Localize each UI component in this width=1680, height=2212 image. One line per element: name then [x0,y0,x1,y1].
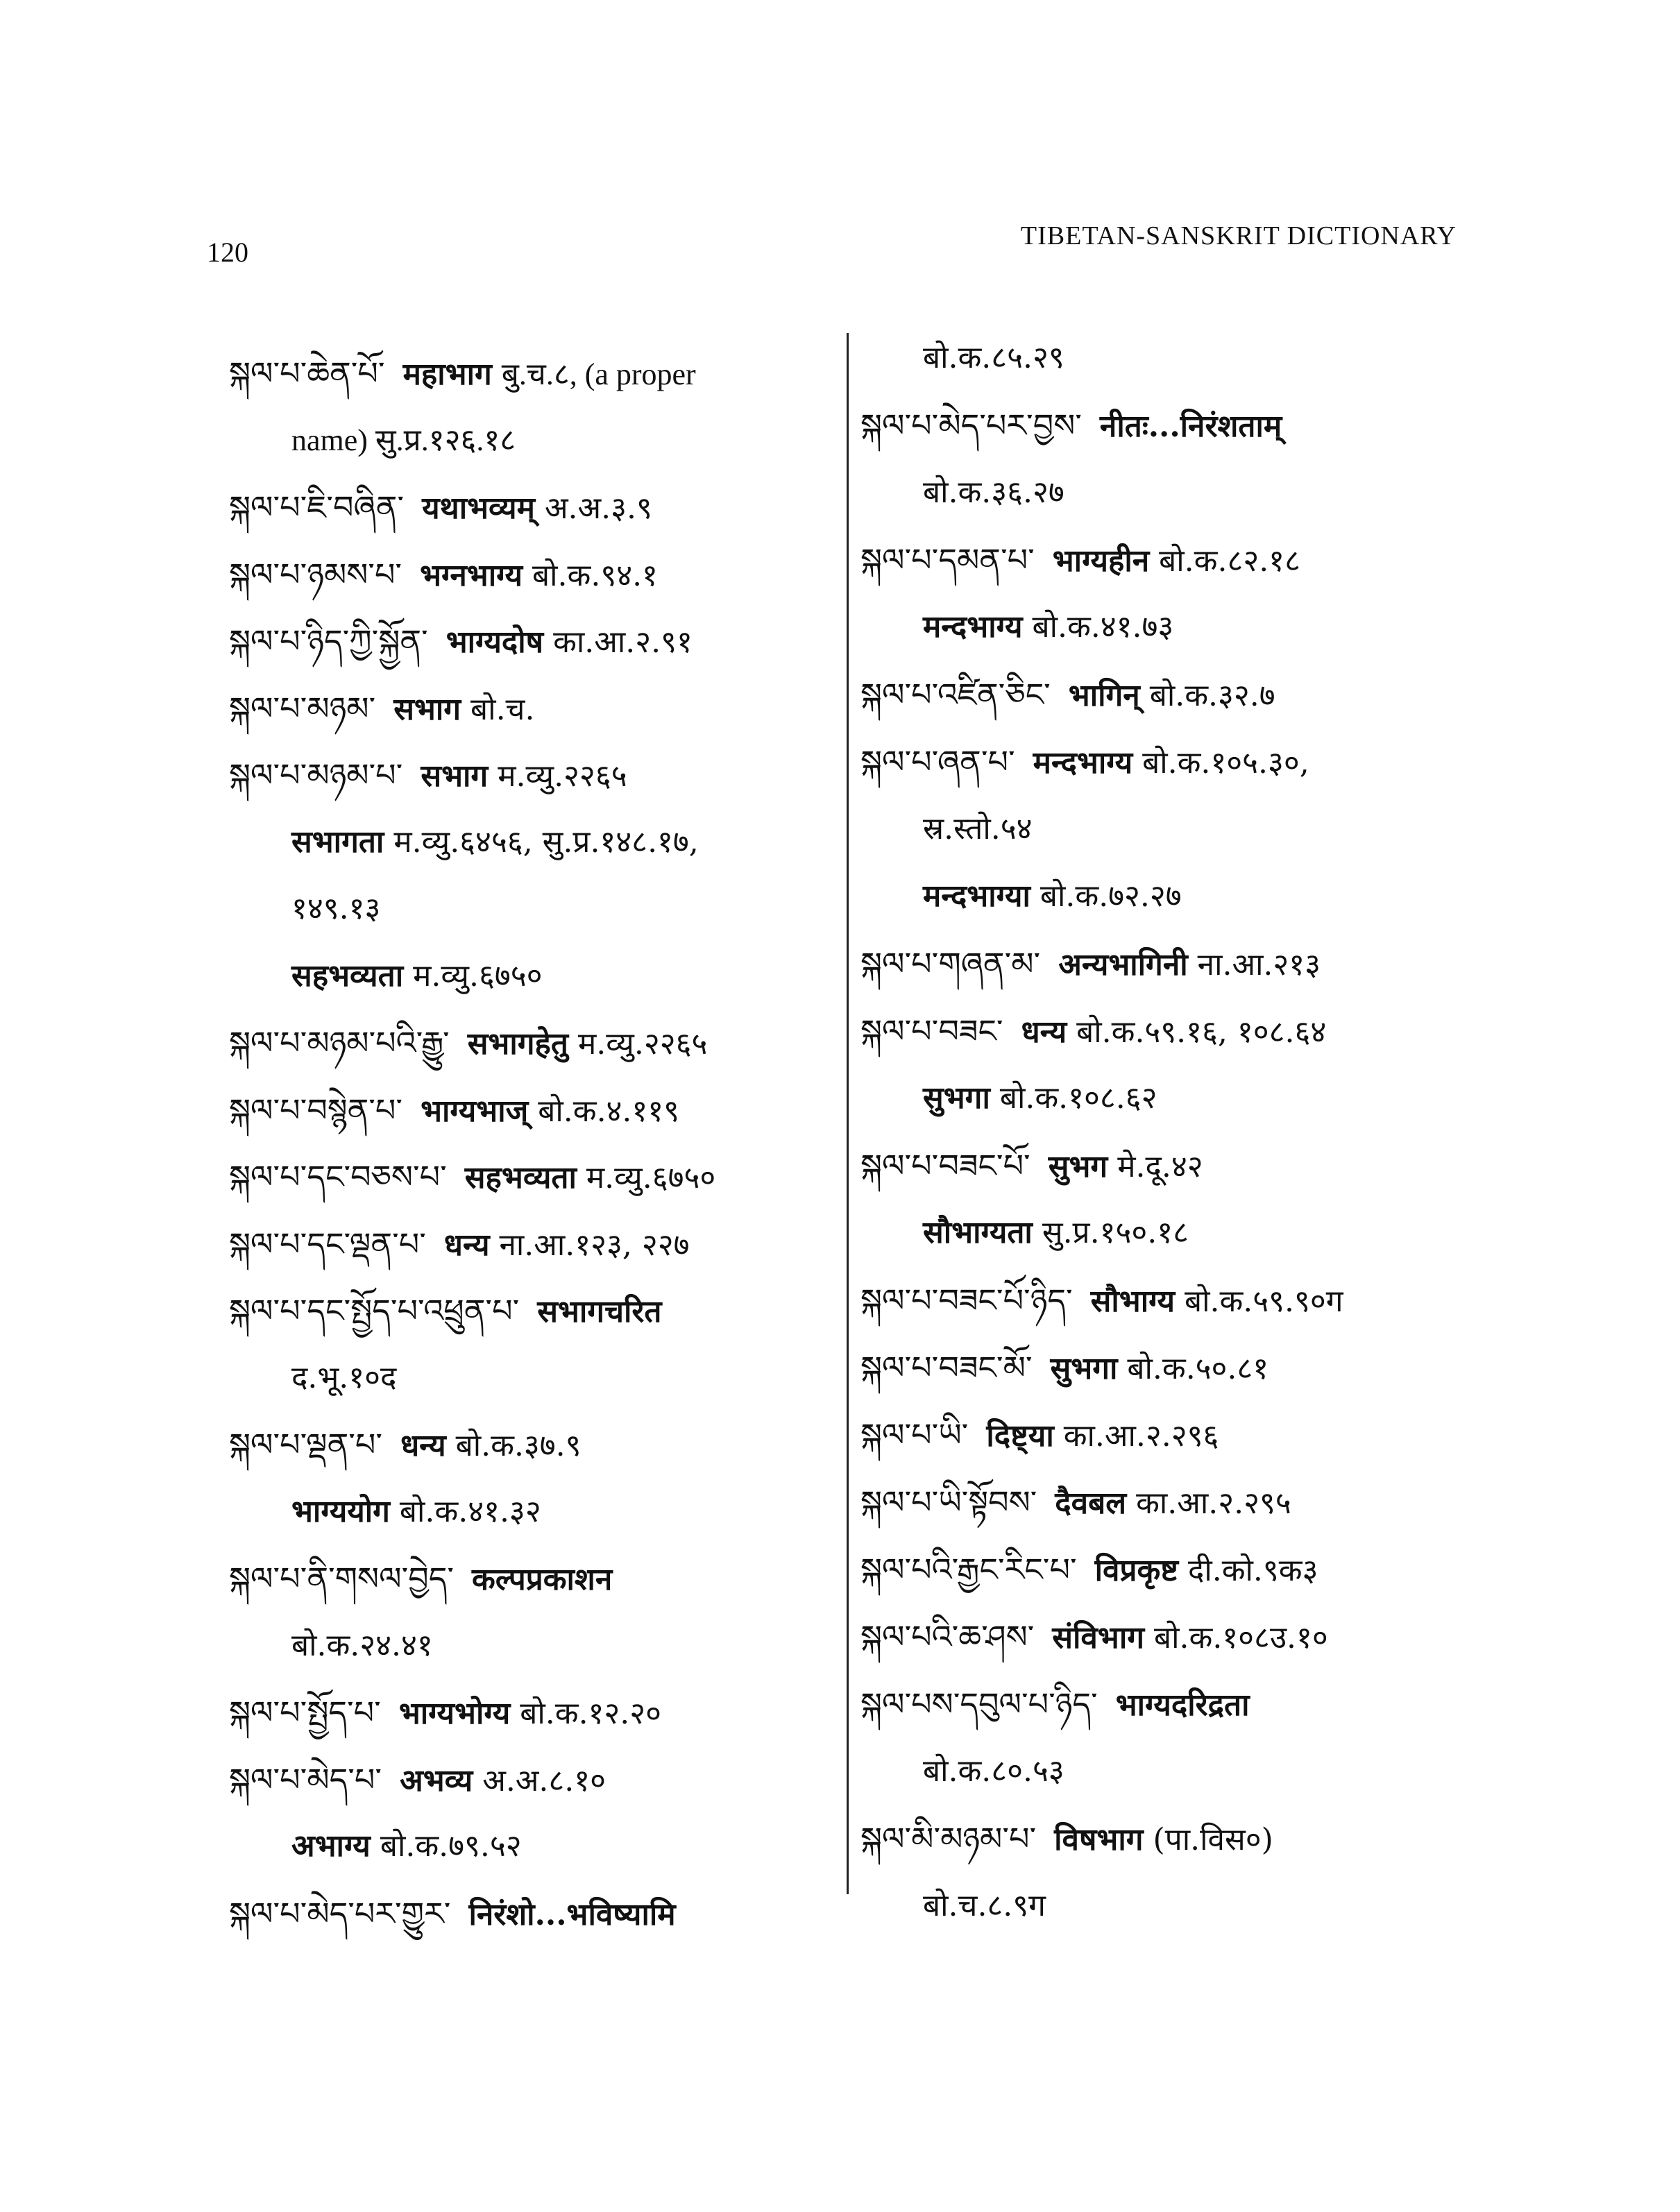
tibetan-headword: སྐལ་མི་མཉམ་པ་ [860,1820,1037,1857]
tibetan-headword: སྐལ་པ་མེད་པར་བྱས་ [860,407,1082,444]
dictionary-line [229,547,658,602]
source-reference: म.व्यु.६७५० [413,958,543,994]
tibetan-headword: སྐལ་པ་ཞན་པ་ [860,743,1015,781]
sanskrit-variant: सभागता [291,824,384,860]
source-reference: बो.क.३२.७ [1149,678,1275,713]
dictionary-line [923,330,1064,386]
source-reference: म.व्यु.६७५० [586,1160,716,1196]
dictionary-line [229,346,696,401]
dictionary-line [923,801,1033,857]
continuation-text: बो.क.३६.२७ [923,475,1064,510]
dictionary-line [291,1618,433,1674]
source-reference: म.व्यु.६४५६, सु.प्र.१४८.१७, [393,824,699,860]
dictionary-line [229,613,693,669]
dictionary-line [923,1071,1157,1126]
continuation-text: बो.क.८५.२९ [923,340,1064,375]
tibetan-headword: སྐལ་པ་མེད་པར་གྱུར་ [229,1894,451,1932]
dictionary-line [229,1082,679,1138]
sanskrit-equivalent: भग्नभाग्य [420,557,523,593]
dictionary-line [860,1676,1259,1732]
sanskrit-equivalent: सभागचरित [537,1294,662,1329]
sanskrit-equivalent: विप्रकृष्ट [1094,1553,1178,1588]
continuation-text: बो.च.८.९ग [923,1888,1046,1923]
dictionary-line [291,948,542,1004]
source-reference: अ.अ.८.१० [482,1762,606,1798]
dictionary-line [229,1685,661,1740]
tibetan-headword: སྐལ་པ་བཟང་པོ་ [860,1147,1030,1184]
sanskrit-equivalent: निरंशो...भविष्यामि [468,1896,676,1932]
dictionary-line [860,1407,1219,1463]
dictionary-line [291,815,699,870]
source-reference: म.व्यु.२२६५ [577,1026,708,1062]
tibetan-headword: སྐལ་པ་བཟང་པོ་ཉིད་ [860,1282,1073,1319]
sanskrit-equivalent: भाग्यदरिद्रता [1115,1687,1250,1723]
sanskrit-equivalent: धन्य [1021,1014,1067,1050]
dictionary-line [229,1015,707,1071]
tibetan-headword: སྐལ་པ་ཡི་ [860,1416,969,1454]
sanskrit-variant: मन्दभाग्या [923,878,1030,914]
dictionary-line [229,1149,715,1205]
sanskrit-equivalent: संविभाग [1052,1620,1145,1656]
dictionary-line [229,1886,686,1941]
source-reference: दी.को.९क३ [1188,1553,1318,1588]
tibetan-headword: སྐལ་པ་དང་བཅས་པ་ [229,1158,447,1196]
tibetan-headword: སྐལ་པ་བསྙེན་པ་ [229,1091,403,1129]
sanskrit-variant: सुभगा [923,1080,990,1116]
source-reference: का.आ.२.२९५ [1136,1486,1291,1521]
tibetan-headword: སྐལ་པ་དང་ལྡན་པ་ [229,1225,426,1263]
dictionary-line [229,1752,606,1807]
dictionary-line [923,599,1173,655]
source-reference: सु.प्र.१५०.१८ [1042,1215,1189,1250]
source-reference: बो.क.४१.३२ [399,1493,541,1529]
source-reference: बो.क.१०८उ.१० [1154,1620,1328,1656]
sanskrit-equivalent: सभाग [421,758,489,794]
tibetan-headword: སྐལ་པ་ཆེན་པོ་ [229,355,385,392]
dictionary-line [923,869,1182,924]
dictionary-line [291,881,380,937]
tibetan-headword: སྐལ་པ་མེད་པ་ [229,1760,382,1798]
continuation-text: name) सु.प्र.१२६.१८ [291,423,516,457]
tibetan-headword: སྐལ་པ་མཉམ་ [229,689,376,727]
dictionary-line [860,1340,1269,1395]
tibetan-headword: སྐལ་པའི་རྒྱང་རིང་པ་ [860,1551,1077,1588]
dictionary-line [860,667,1275,722]
continuation-text: १४९.१३ [291,891,381,926]
dictionary-line [229,479,652,535]
source-reference: बो.क.५९.१६, १०८.६४ [1076,1014,1327,1050]
source-reference: बो.क.१०८.६२ [999,1080,1157,1116]
continuation-text: बो.क.८०.५३ [923,1753,1064,1789]
dictionary-line [923,465,1064,520]
sanskrit-equivalent: भाग्यभोग्य [398,1696,511,1731]
tibetan-headword: སྐལ་པའི་ཆ་ཤས་ [860,1618,1035,1656]
sanskrit-equivalent: भागिन् [1068,678,1140,713]
dictionary-line [860,1542,1318,1597]
sanskrit-equivalent: सहभव्यता [464,1160,577,1196]
dictionary-line [860,734,1309,790]
source-reference: बो.क.१०५.३०, [1142,745,1309,781]
dictionary-line [860,1811,1273,1866]
source-reference: बो.क.४१.७३ [1032,609,1174,645]
tibetan-headword: སྐལ་པ་དང་སྤྱོད་པ་འཕྲུན་པ་ [229,1292,520,1329]
tibetan-headword: སྐལ་པ་དམན་པ་ [860,541,1035,579]
sanskrit-equivalent: सभाग [393,691,461,727]
sanskrit-equivalent: दिष्ट्या [986,1418,1054,1454]
tibetan-headword: སྐལ་པ་ནི་གསལ་བྱེད་ [229,1560,455,1597]
source-reference: बो.क.९४.१ [532,557,658,593]
dictionary-line [291,1484,541,1540]
tibetan-headword: སྐལ་པ་གཞན་མ་ [860,945,1041,982]
sanskrit-variant: सहभव्यता [291,958,404,994]
sanskrit-variant: अभाग्य [291,1828,371,1864]
sanskrit-equivalent: मन्दभाग्य [1033,745,1133,781]
sanskrit-equivalent: सौभाग्य [1090,1284,1175,1319]
source-reference: बो.क.७९.५२ [380,1828,522,1864]
tibetan-headword: སྐལ་པས་དབུལ་པ་ཉིད་ [860,1685,1098,1723]
sanskrit-equivalent: भाग्यहीन [1052,543,1150,579]
sanskrit-equivalent: कल्पप्रकाशन [472,1562,613,1597]
sanskrit-equivalent: भाग्यभाज् [421,1093,529,1129]
sanskrit-equivalent: भाग्यदोष [446,624,544,660]
dictionary-line [291,1819,522,1874]
sanskrit-equivalent: सभागहेतु [467,1026,568,1062]
sanskrit-equivalent: धन्य [400,1428,446,1463]
tibetan-headword: སྐལ་པ་མཉམ་པ་ [229,756,403,794]
dictionary-line [291,1350,396,1406]
tibetan-headword: སྐལ་པ་བཟང་མོ་ [860,1349,1033,1386]
sanskrit-variant: भाग्ययोग [291,1493,390,1529]
dictionary-line [229,1216,690,1272]
continuation-text: स्र.स्तो.५४ [923,811,1033,846]
dictionary-line [229,681,534,736]
dictionary-line [923,1205,1189,1261]
source-reference: मे.दू.४२ [1117,1149,1203,1184]
sanskrit-equivalent: अभव्य [400,1762,473,1798]
sanskrit-equivalent: अन्यभागिनी [1058,947,1188,982]
tibetan-headword: སྐལ་པ་ཡི་སྟོབས་ [860,1483,1037,1521]
dictionary-line [860,1609,1328,1665]
sanskrit-equivalent: महाभाग [402,357,492,392]
source-reference: अ.अ.३.९ [544,491,652,526]
source-reference: बो.क.५९.९०ग [1184,1284,1343,1319]
dictionary-line [291,413,516,468]
sanskrit-equivalent: सुभग [1048,1149,1108,1184]
sanskrit-equivalent: यथाभव्यम् [422,491,535,526]
dictionary-line [860,1474,1291,1530]
page-number: 120 [207,237,248,268]
sanskrit-equivalent: धन्य [443,1227,490,1263]
sanskrit-variant: सौभाग्यता [923,1215,1033,1250]
dictionary-line [860,936,1321,992]
source-reference: बो.च. [470,691,535,727]
source-reference: का.आ.२.२९६ [1063,1418,1219,1454]
dictionary-line [923,1878,1046,1934]
dictionary-line [923,1744,1064,1799]
source-reference: बु.च.८, (a proper [501,357,696,391]
dictionary-line [860,532,1300,588]
tibetan-headword: སྐལ་པ་ཉམས་པ་ [229,555,402,593]
continuation-text: द.भू.१०द [291,1359,397,1395]
tibetan-headword: སྐལ་པ་མཉམ་པའི་རྒྱུ་ [229,1024,450,1062]
dictionary-line [860,1138,1203,1193]
source-reference: बो.क.४.११९ [538,1093,680,1129]
source-reference: ना.आ.१२३, २२७ [499,1227,690,1263]
tibetan-headword: སྐལ་པ་བཟང་ [860,1012,1003,1050]
dictionary-line [860,398,1291,453]
dictionary-line [229,1551,622,1606]
source-reference: बो.क.७२.२७ [1040,878,1182,914]
source-reference: बो.क.८२.१८ [1159,543,1300,579]
running-title: TIBETAN-SANSKRIT DICTIONARY [1020,221,1457,250]
dictionary-line [229,1283,672,1338]
dictionary-line [860,1003,1326,1059]
dictionary-line [229,1417,582,1472]
dictionary-line [229,747,627,803]
tibetan-headword: སྐལ་པ་སྤྱོད་པ་ [229,1694,381,1731]
sanskrit-equivalent: विषभाग [1054,1822,1144,1857]
tibetan-headword: སྐལ་པ་ལྡན་པ་ [229,1426,383,1463]
sanskrit-equivalent: नीतः...निरंशताम् [1099,409,1282,444]
tibetan-headword: སྐལ་པ་འཛིན་ཅིང་ [860,676,1051,713]
sanskrit-variant: मन्दभाग्य [923,609,1023,645]
sanskrit-equivalent: दैवबल [1055,1486,1127,1521]
source-reference: का.आ.२.९१ [553,624,693,660]
tibetan-headword: སྐལ་པ་ཉིད་ཀྱི་སྐྱོན་ [229,622,428,660]
dictionary-line [860,1273,1343,1328]
column-divider [847,333,849,1894]
source-reference: बो.क.५०.८१ [1127,1351,1269,1386]
source-reference: म.व्यु.२२६५ [498,758,627,794]
source-reference: ना.आ.२१३ [1197,947,1321,982]
source-reference: बो.क.१२.२० [520,1696,662,1731]
continuation-text: बो.क.२४.४१ [291,1627,433,1663]
source-reference: (पा.विस०) [1153,1822,1273,1857]
source-reference: बो.क.३७.९ [455,1428,582,1463]
sanskrit-equivalent: सुभगा [1050,1351,1118,1386]
tibetan-headword: སྐལ་པ་ཇི་བཞིན་ [229,488,405,526]
